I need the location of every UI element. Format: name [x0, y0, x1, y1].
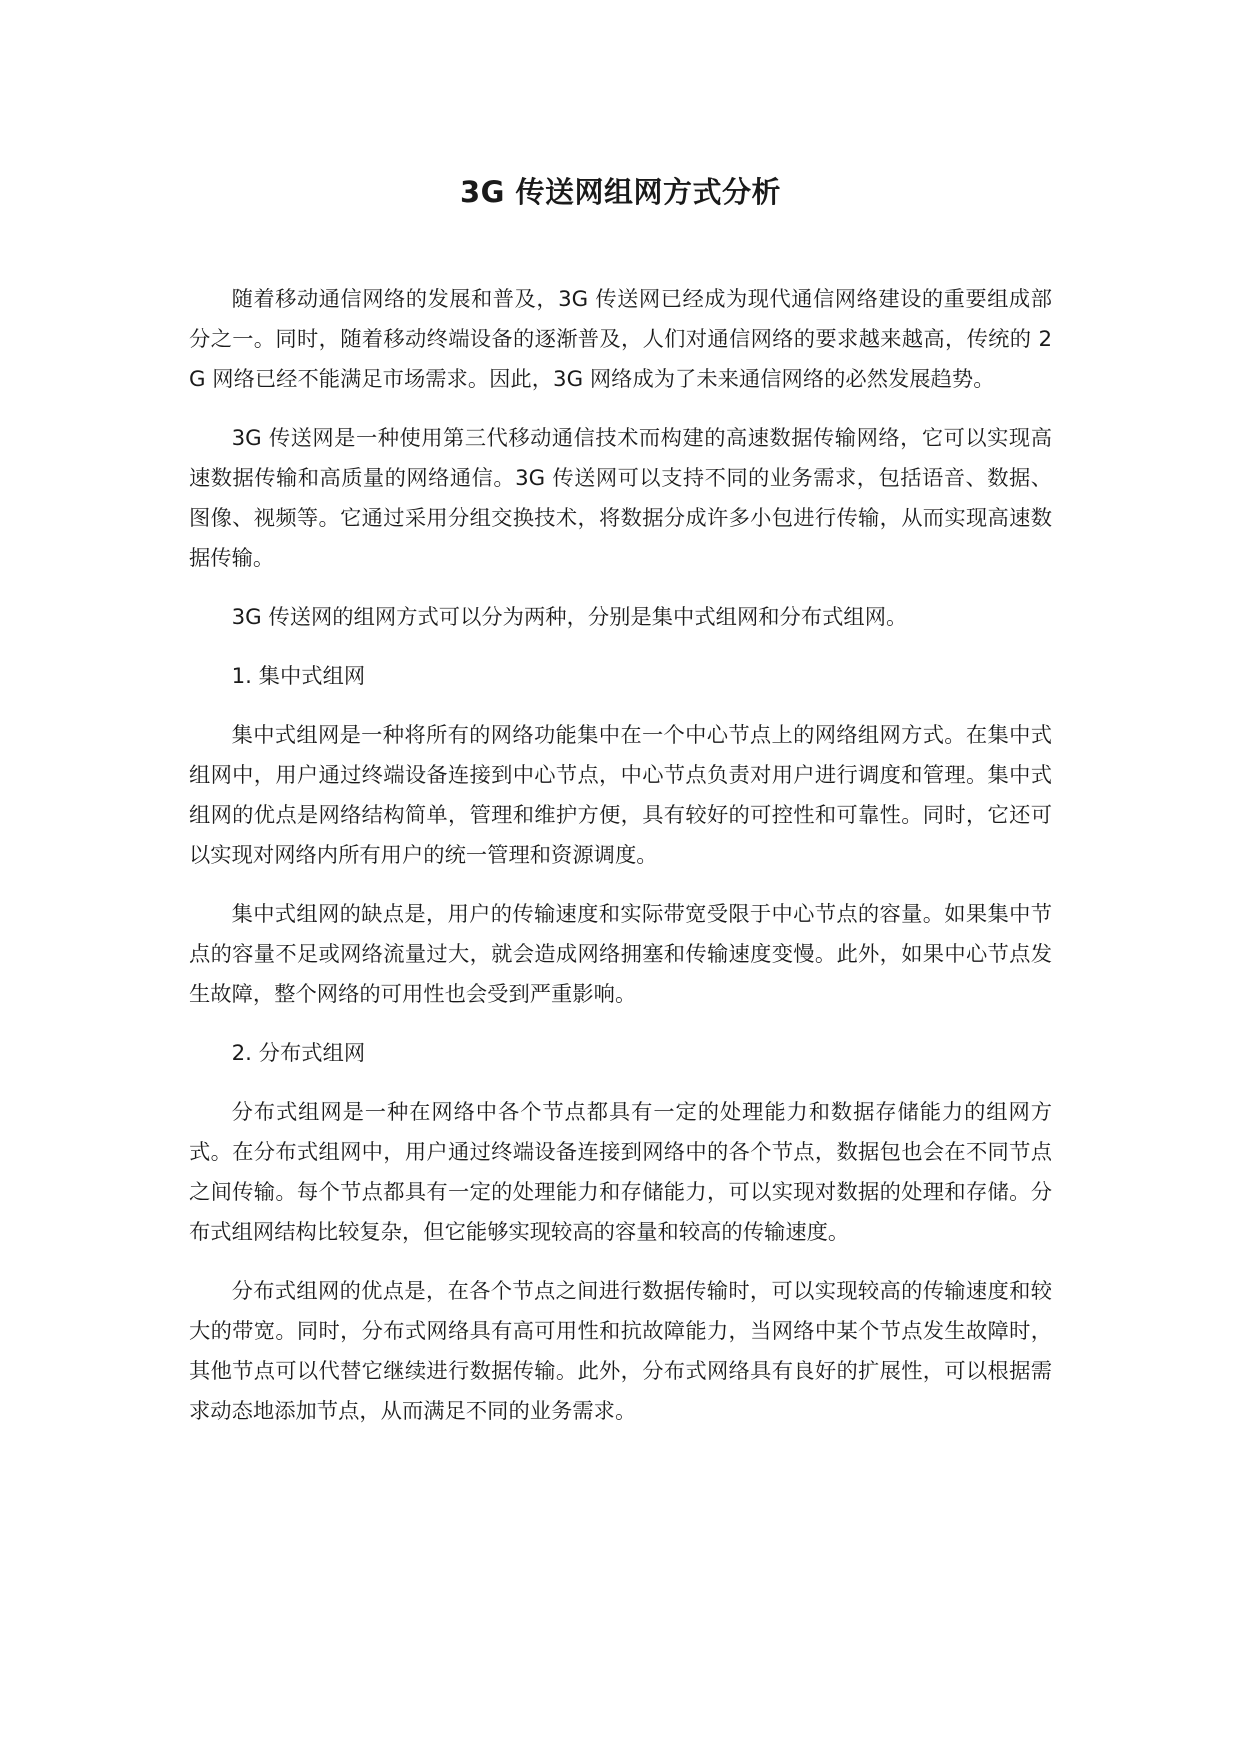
- section-heading-centralized: 1. 集中式组网: [231, 664, 366, 689]
- paragraph-centralized-drawbacks: 集中式组网的缺点是，用户的传输速度和实际带宽受限于中心节点的容量。如果集中节点的容量不足或网络流量过大，就会造成网络拥塞和传输速度变慢。此外，如果中心节点发生故障，整个网络的可用性也会受到严重影响。: [189, 902, 1052, 1007]
- paragraph-intro: 随着移动通信网络的发展和普及，3G 传送网已经成为现代通信网络建设的重要组成部分之一。同时，随着移动终端设备的逐渐普及，人们对通信网络的要求越来越高，传统的 2G 网络已经不能满足市场需求。因此，3G 网络成为了未来通信网络的必然发展趋势。: [189, 287, 1052, 392]
- paragraph-distributed-description: 分布式组网是一种在网络中各个节点都具有一定的处理能力和数据存储能力的组网方式。在分布式组网中，用户通过终端设备连接到网络中的各个节点，数据包也会在不同节点之间传输。每个节点都具有一定的处理能力和存储能力，可以实现对数据的处理和存储。分布式组网结构比较复杂，但它能够实现较高的容量和较高的传输速度。: [189, 1100, 1052, 1245]
- paragraph-3g-definition: 3G 传送网是一种使用第三代移动通信技术而构建的高速数据传输网络，它可以实现高速数据传输和高质量的网络通信。3G 传送网可以支持不同的业务需求，包括语音、数据、图像、视频等。它通过采用分组交换技术，将数据分成许多小包进行传输，从而实现高速数据传输。: [189, 426, 1052, 571]
- paragraph-distributed-advantages: 分布式组网的优点是，在各个节点之间进行数据传输时，可以实现较高的传输速度和较大的带宽。同时，分布式网络具有高可用性和抗故障能力，当网络中某个节点发生故障时，其他节点可以代替它继续进行数据传输。此外，分布式网络具有良好的扩展性，可以根据需求动态地添加节点，从而满足不同的业务需求。: [189, 1279, 1052, 1424]
- section-heading-distributed: 2. 分布式组网: [231, 1041, 366, 1066]
- paragraph-networking-types: 3G 传送网的组网方式可以分为两种，分别是集中式组网和分布式组网。: [231, 605, 908, 630]
- document-body: [189, 280, 1052, 1451]
- document-title: 3G 传送网组网方式分析: [459, 175, 782, 209]
- paragraph-centralized-description: 集中式组网是一种将所有的网络功能集中在一个中心节点上的网络组网方式。在集中式组网中，用户通过终端设备连接到中心节点，中心节点负责对用户进行调度和管理。集中式组网的优点是网络结构简单，管理和维护方便，具有较好的可控性和可靠性。同时，它还可以实现对网络内所有用户的统一管理和资源调度。: [189, 723, 1052, 868]
